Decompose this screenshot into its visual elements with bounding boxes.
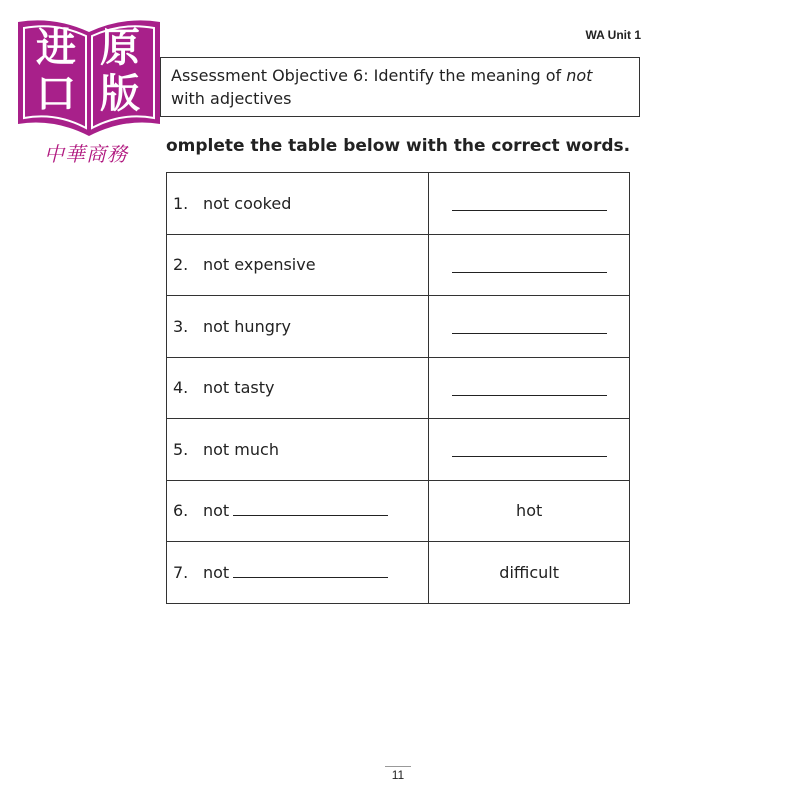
answer-cell[interactable] [429,173,630,235]
publisher-logo [14,14,164,164]
prompt-cell [167,173,429,235]
page-number-divider [385,766,411,767]
item-number: 3. [173,316,189,336]
table-row [167,173,630,235]
answer-blank-line[interactable] [452,332,607,334]
objective-text-line2: with adjectives [171,89,292,108]
objective-italic-word: not [566,66,593,85]
prompt-cell [167,542,429,604]
item-prompt: not tasty [203,378,275,398]
prompt-cell [167,234,429,296]
answer-cell[interactable] [429,296,630,358]
item-number: 2. [173,255,189,275]
answer-cell [429,480,630,542]
table-row [167,542,630,604]
item-number: 1. [173,193,189,213]
prompt-cell [167,357,429,419]
instruction-heading: omplete the table below with the correct words. [166,136,631,156]
logo-char-4: 版 [100,71,140,117]
given-answer: difficult [499,562,560,582]
prompt-blank-line[interactable] [233,563,388,578]
prompt-blank-line[interactable] [233,501,388,516]
item-prompt: not [203,501,230,521]
answer-cell [429,542,630,604]
item-prompt: not [203,562,230,582]
item-number: 5. [173,439,189,459]
answer-cell[interactable] [429,234,630,296]
table-row [167,357,630,419]
prompt-cell [167,419,429,481]
item-number: 7. [173,562,189,582]
item-prompt: not hungry [203,316,291,336]
table-row [167,234,630,296]
answer-blank-line[interactable] [452,209,607,211]
item-prompt: not expensive [203,255,316,275]
item-number: 4. [173,378,189,398]
table-row [167,419,630,481]
answer-blank-line[interactable] [452,271,607,273]
answer-table [166,172,630,604]
objective-text: Assessment Objective 6: Identify the meaning of [171,66,567,85]
logo-char-2: 原 [100,25,140,71]
given-answer: hot [516,501,543,521]
logo-char-3: 口 [36,71,76,117]
item-number: 6. [173,501,189,521]
item-prompt: not cooked [203,193,292,213]
page-number: 11 [391,768,405,782]
answer-blank-line[interactable] [452,455,607,457]
logo-char-1: 进 [36,25,76,71]
logo-subtitle: 中華商務 [44,142,128,166]
objective-box [160,57,640,117]
table-row [167,296,630,358]
prompt-cell [167,296,429,358]
answer-cell[interactable] [429,357,630,419]
table-row [167,480,630,542]
prompt-cell [167,480,429,542]
unit-label: WA Unit 1 [585,28,641,42]
answer-cell[interactable] [429,419,630,481]
answer-blank-line[interactable] [452,394,607,396]
item-prompt: not much [203,439,279,459]
